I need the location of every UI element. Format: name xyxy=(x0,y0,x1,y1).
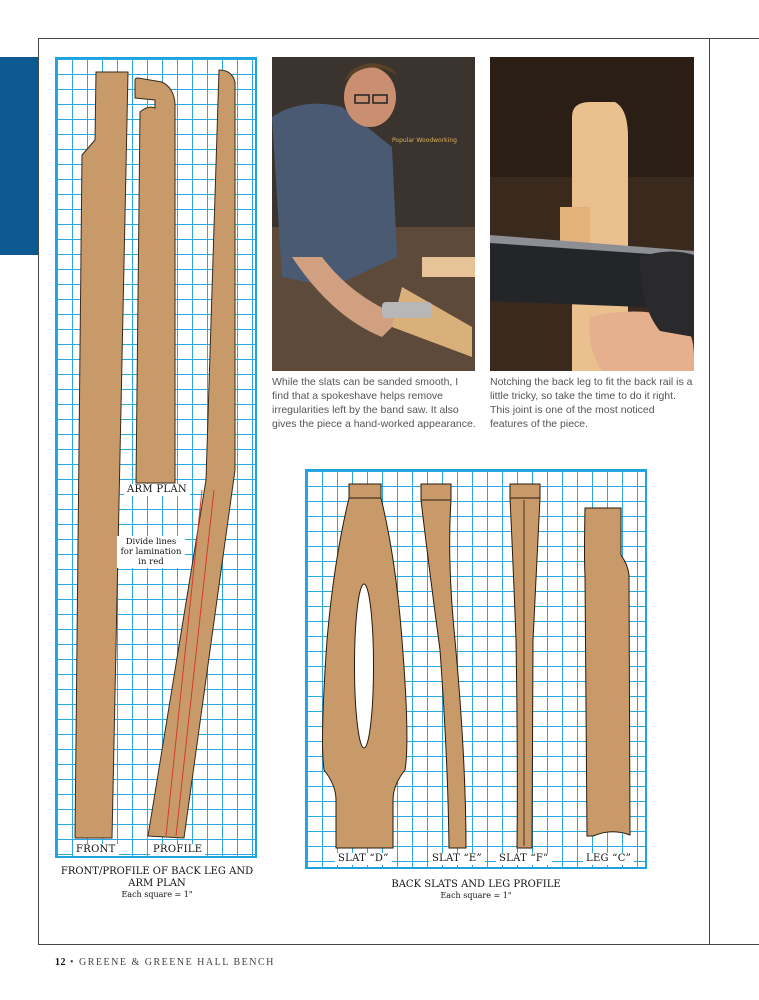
slat-e-shape xyxy=(421,484,466,848)
slat-f-label: SLAT “F” xyxy=(496,853,552,865)
arm-plan-label: ARM PLAN xyxy=(124,484,190,496)
lamination-note: Divide lines for lamination in red xyxy=(117,536,185,568)
page-number: 12 xyxy=(55,957,66,968)
spokeshave-caption: While the slats can be sanded smooth, I find that a spokeshave helps remove irregularities left by the band saw. It also gives the piece a hand-worked appearance. xyxy=(272,376,476,430)
slat-d-label: SLAT “D” xyxy=(335,853,392,865)
notching-caption: Notching the back leg to fit the back rail is a little tricky, so take the time to do it right. This joint is one of the most noticed features of the piece. xyxy=(490,376,693,430)
footer-separator: • xyxy=(70,957,76,968)
leg-c-label: LEG “C” xyxy=(583,853,634,865)
slat-f-shape xyxy=(510,484,540,848)
front-label: FRONT xyxy=(73,844,119,856)
right-figure-title: BACK SLATS AND LEG PROFILE xyxy=(391,879,561,890)
page-footer xyxy=(55,957,275,968)
right-figure-scale: Each square = 1" xyxy=(440,891,512,900)
left-figure-scale: Each square = 1" xyxy=(121,890,193,899)
slat-e-label: SLAT “E” xyxy=(429,853,485,865)
shirt-logo-text: Popular Woodworking xyxy=(392,137,457,144)
leg-c-shape xyxy=(585,508,631,836)
slat-d-cutout xyxy=(355,584,374,748)
profile-label: PROFILE xyxy=(150,844,205,856)
footer-title: GREENE & GREENE HALL BENCH xyxy=(79,957,275,968)
left-figure-title: FRONT/PROFILE OF BACK LEG AND ARM PLAN xyxy=(60,866,254,889)
